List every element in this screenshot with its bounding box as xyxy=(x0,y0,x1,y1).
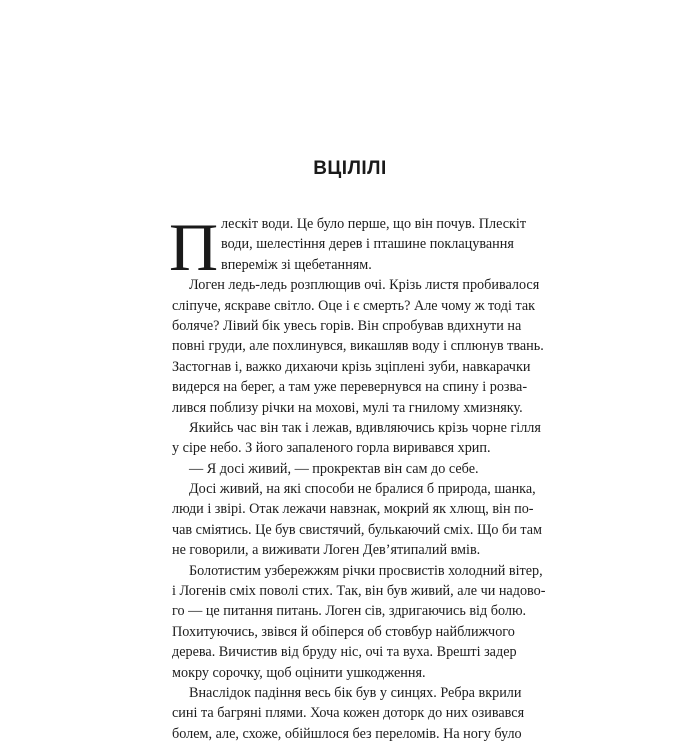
text-line: Похитуючись, звівся й обіперся об стовбур найближчого xyxy=(172,623,515,640)
text-line: Логен ледь-ледь розплющив очі. Крізь листя пробивалося xyxy=(189,277,540,294)
text-line: повні груди, але похлинувся, викашляв воду і сплюнув твань. xyxy=(172,338,544,355)
text-line: боляче? Лівий бік увесь горів. Він спробував вдихнути на xyxy=(172,317,522,334)
chapter-title: ВЦІЛІЛІ xyxy=(313,158,387,179)
text-line: Болотистим узбережжям річки просвистів холодний вітер, xyxy=(189,562,543,579)
text-line: Досі живий, на які способи не бралися б природа, шанка, xyxy=(189,481,536,498)
text-line: Застогнав і, важко дихаючи крізь зціплені зуби, навкарачки xyxy=(172,358,531,375)
text-line: болем, але, схоже, обійшлося без переломів. На ногу було xyxy=(172,725,522,742)
text-line: сині та багряні плями. Хоча кожен доторк до них озивався xyxy=(172,705,525,722)
text-line: лескіт води. Це було перше, що він почув. Плескіт xyxy=(221,216,527,232)
text-line: го — це питання питань. Логен сів, здригаючись від болю. xyxy=(172,603,527,620)
text-line: чав сміятись. Це був свистячий, булькаючий сміх. Що би там xyxy=(172,521,542,538)
text-line: лився поблизу річки на мохові, мулі та гнилому хмизняку. xyxy=(172,399,523,416)
text-line: — Я досі живий, — прокректав він сам до себе. xyxy=(189,460,479,477)
text-line: і Логенів сміх поволі стих. Так, він був живий, але чи надово- xyxy=(172,583,546,600)
text-line: Якийсь час він так і лежав, вдивляючись крізь чорне гілля xyxy=(189,419,541,436)
body-text xyxy=(169,209,546,744)
text-line: люди і звірі. Отак лежачи навзнак, мокрий як хлющ, він по- xyxy=(172,501,534,518)
text-line: видерся на берег, а там уже перевернувся на спину і розва- xyxy=(172,379,528,396)
text-line: не говорили, а виживати Логен Дев’ятипалий вмів. xyxy=(172,542,481,559)
text-line: води, шелестіння дерев і пташине поклацування xyxy=(221,236,514,253)
text-line: мокру сорочку, щоб оцінити ушкодження. xyxy=(172,664,426,681)
text-line: Внаслідок падіння весь бік був у синцях. Ребра вкрили xyxy=(189,684,522,701)
text-line: дерева. Вичистив від бруду ніс, очі та вуха. Врешті задер xyxy=(172,644,517,661)
text-line: у сіре небо. З його запаленого горла виривався хрип. xyxy=(172,440,491,457)
text-line: сліпуче, яскраве світло. Оце і є смерть? Але чому ж тоді так xyxy=(172,297,536,314)
text-line: впереміж зі щебетанням. xyxy=(221,256,372,273)
drop-cap: П xyxy=(169,209,219,285)
